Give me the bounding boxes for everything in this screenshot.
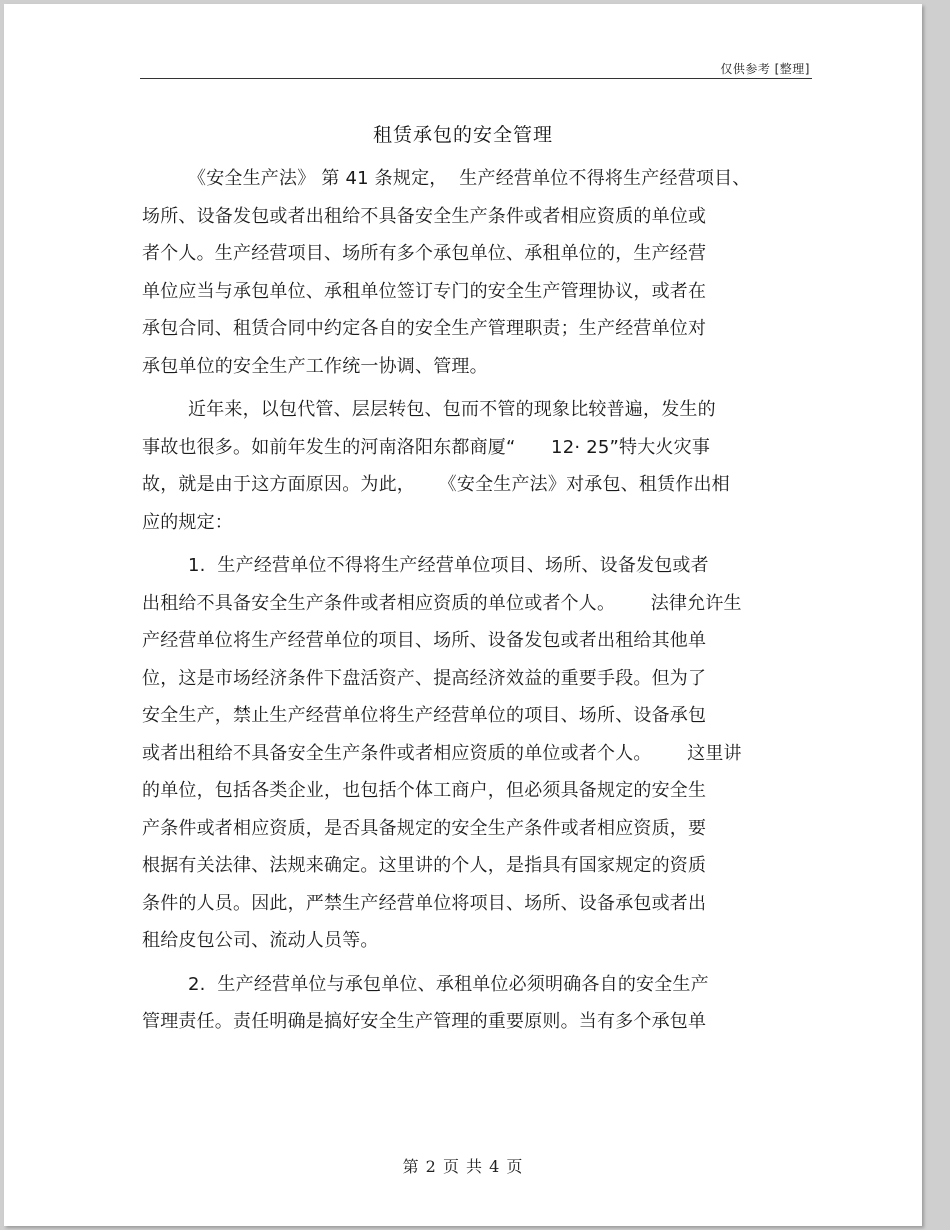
text-line: 管理责任。责任明确是搞好安全生产管理的重要原则。当有多个承包单	[142, 1011, 707, 1032]
text-line: 者个人。生产经营项目、场所有多个承包单位、承租单位的，生产经营	[142, 243, 707, 264]
text-line: 位，这是市场经济条件下盘活资产、提高经济效益的重要手段。但为了	[142, 667, 707, 689]
text-line: 条件的人员。因此，严禁生产经营单位将项目、场所、设备承包或者出	[142, 892, 707, 914]
text-line: 产经营单位将生产经营单位的项目、场所、设备发包或者出租给其他单	[142, 630, 707, 651]
text-line: 1. 生产经营单位不得将生产经营单位项目、场所、设备发包或者	[188, 555, 709, 576]
text-line: 产条件或者相应资质，是否具备规定的安全生产条件或者相应资质，要	[142, 817, 707, 839]
text-line: 出租给不具备安全生产条件或者相应资质的单位或者个人。 法律允许生	[142, 592, 742, 614]
document-body	[142, 160, 817, 1041]
text-line: 或者出租给不具备安全生产条件或者相应资质的单位或者个人。 这里讲	[142, 742, 742, 764]
document-title: 租赁承包的安全管理	[372, 124, 553, 146]
text-line: 安全生产，禁止生产经营单位将生产经营单位的项目、场所、设备承包	[142, 705, 707, 726]
header-note: 仅供参考 [整理]	[720, 62, 810, 76]
text-line: 承包单位的安全生产工作统一协调、管理。	[142, 355, 488, 377]
header-divider	[140, 78, 812, 79]
text-line: 承包合同、租赁合同中约定各自的安全生产管理职责；生产经营单位对	[142, 318, 707, 339]
text-line: 事故也很多。如前年发生的河南洛阳东都商厦“ 12· 25”特大火灾事	[142, 436, 711, 458]
text-line: 应的规定：	[142, 511, 233, 533]
text-line: 场所、设备发包或者出租给不具备安全生产条件或者相应资质的单位或	[142, 205, 707, 227]
text-line: 《安全生产法》 第 41 条规定， 生产经营单位不得将生产经营项目、	[188, 168, 751, 189]
page-number-footer: 第 2 页 共 4 页	[402, 1157, 524, 1176]
text-line: 租给皮包公司、流动人员等。	[142, 930, 379, 951]
text-line: 2. 生产经营单位与承包单位、承租单位必须明确各自的安全生产	[188, 973, 709, 995]
text-line: 单位应当与承包单位、承租单位签订专门的安全生产管理协议，或者在	[142, 280, 707, 302]
text-line: 的单位，包括各类企业，也包括个体工商户，但必须具备规定的安全生	[142, 780, 707, 801]
text-line: 近年来，以包代管、层层转包、包而不管的现象比较普遍，发生的	[188, 399, 716, 420]
document-page	[4, 4, 922, 1226]
text-line: 根据有关法律、法规来确定。这里讲的个人，是指具有国家规定的资质	[142, 855, 707, 876]
text-line: 故，就是由于这方面原因。为此， 《安全生产法》对承包、租赁作出相	[142, 474, 730, 495]
